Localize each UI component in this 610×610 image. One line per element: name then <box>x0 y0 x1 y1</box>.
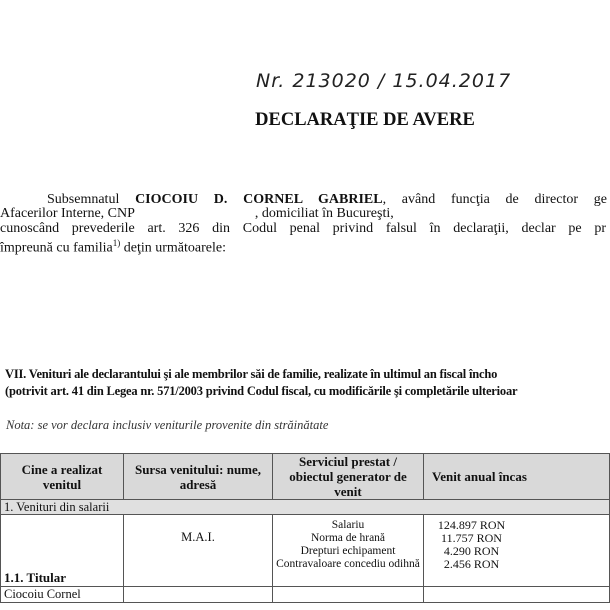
registration-number-handwritten: Nr. 213020 / 15.04.2017 <box>256 70 512 92</box>
table-row <box>1 587 610 603</box>
footnote-ref: 1) <box>112 238 121 248</box>
header-who: Cine a realizat venitul <box>1 454 124 500</box>
empty-cell <box>424 587 610 603</box>
table-row <box>1 515 610 587</box>
text: Afacerilor Interne, CNP <box>0 206 135 221</box>
text: împreună cu familia <box>0 240 113 256</box>
who-cell: Ciocoiu Cornel <box>1 587 124 603</box>
document-title: DECLARAŢIE DE AVERE <box>255 110 475 130</box>
paragraph-line-3: cunoscând prevederile art. 326 din Codul penal privind falsul în declaraţii, declar pe pr <box>0 221 606 236</box>
paragraph-line-2 <box>0 207 394 221</box>
group-label: 1. Venituri din salarii <box>1 500 610 515</box>
paragraph-line-1 <box>47 193 607 207</box>
who-cell: 1.1. Titular <box>1 515 124 587</box>
text: , domiciliat în Bucureşti, <box>254 206 394 221</box>
text: deţin următoarele: <box>120 240 226 256</box>
empty-cell <box>124 587 273 603</box>
amount-item: 4.290 RON <box>443 544 500 558</box>
declarant-name: CIOCOIU D. CORNEL GABRIEL <box>135 192 383 207</box>
empty-cell <box>273 587 424 603</box>
section-note: Nota: se vor declara inclusiv veniturile provenite din străinătate <box>6 418 329 432</box>
service-item: Norma de hrană <box>310 532 386 544</box>
text: , având funcţia de director ge <box>382 192 607 207</box>
amount-item: 2.456 RON <box>443 557 500 571</box>
service-item: Contravaloare concediu odihnă <box>276 558 420 570</box>
header-income: Venit anual încas <box>424 454 610 500</box>
service-item: Salariu <box>331 519 365 531</box>
source-cell: M.A.I. <box>124 515 273 587</box>
section-heading-line-2: (potrivit art. 41 din Legea nr. 571/2003 privind Codul fiscal, cu modificările şi completările ulterioar <box>5 384 518 398</box>
amounts-cell <box>424 515 610 587</box>
services-cell <box>273 515 424 587</box>
amount-item: 124.897 RON <box>437 518 506 532</box>
text: Subsemnatul <box>47 192 136 207</box>
header-source: Sursa venitului: nume, adresă <box>124 454 273 500</box>
table-header-row <box>1 454 610 500</box>
paragraph-line-4 <box>0 236 226 256</box>
section-heading-line-1: VII. Venituri ale declarantului şi ale membrilor săi de familie, realizate în ultimul an fiscal încho <box>5 367 498 381</box>
income-table <box>0 453 610 603</box>
table-group-row <box>1 500 610 515</box>
service-item: Drepturi echipament <box>300 545 396 557</box>
amount-item: 11.757 RON <box>441 531 502 545</box>
header-service: Serviciul prestat / obiectul generator de venit <box>273 454 424 500</box>
